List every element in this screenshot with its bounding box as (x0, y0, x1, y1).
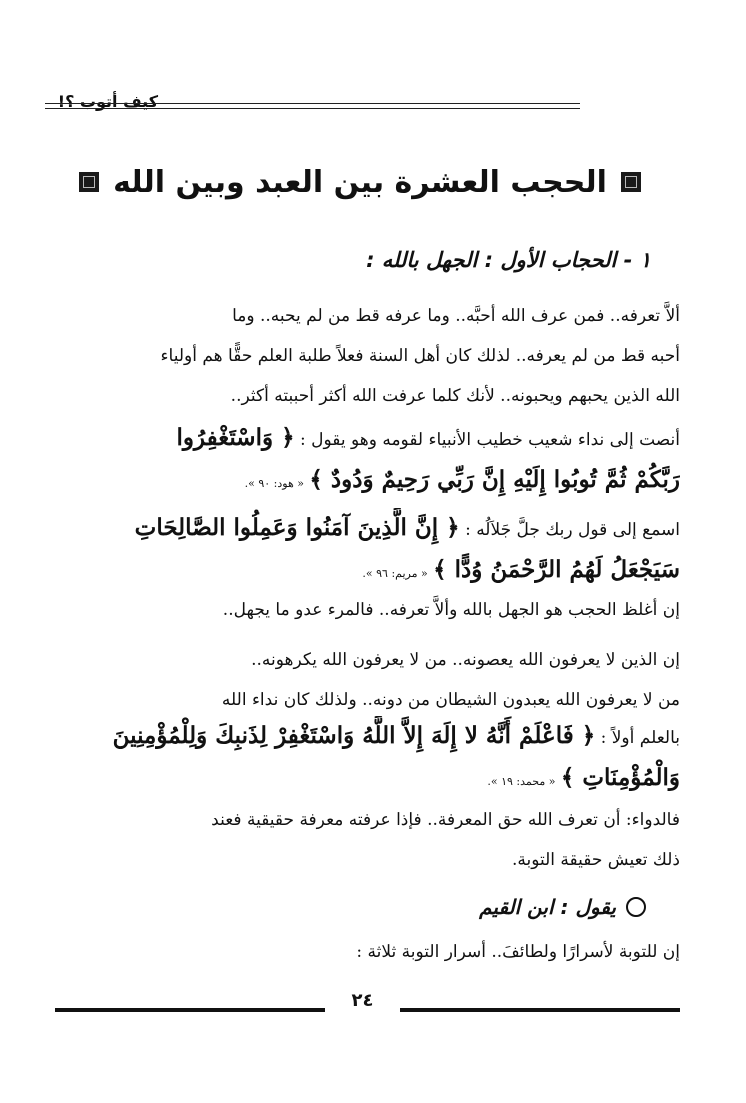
ring-icon (626, 897, 646, 917)
paragraph-3 (48, 508, 680, 594)
page-number: ٢٤ (351, 990, 374, 1011)
chapter-title: الحجب العشرة بين العبد وبين الله (113, 164, 607, 200)
running-header-title: كيف أتوب ؟! (57, 92, 158, 111)
square-ornament-icon (79, 172, 99, 192)
square-ornament-icon (621, 172, 641, 192)
closing-paragraph (48, 932, 680, 972)
quote-heading (326, 895, 646, 919)
paragraph-line (48, 460, 680, 504)
intro-text: بالعلم أولاً : (600, 728, 680, 748)
header-double-rule (45, 103, 580, 109)
paragraph-2 (48, 418, 680, 504)
paragraph-line (48, 418, 680, 460)
paragraph-line (48, 550, 680, 594)
paragraph-4 (48, 590, 680, 630)
paragraph-line: الله الذين يحبهم ويحبونه.. لأنك كلما عرفت الله أكثر أحببته أكثر.. (230, 386, 680, 406)
paragraph-6 (48, 716, 680, 802)
intro-text: أنصت إلى نداء شعيب خطيب الأنبياء لقومه وهو يقول : (299, 430, 680, 450)
quran-verse: ﴿ إِنَّ الَّذِينَ آمَنُوا وَعَمِلُوا الصَّالِحَاتِ (134, 514, 460, 541)
verse-reference: « هود: ٩٠ ». (244, 477, 304, 490)
paragraph-line (48, 716, 680, 758)
paragraph-line: من لا يعرفون الله يعبدون الشيطان من دونه.. ولذلك كان نداء الله (221, 690, 680, 710)
quote-heading-text: يقول : ابن القيم (479, 895, 616, 919)
section-heading: ١ - الحجاب الأول : الجهل بالله : (366, 248, 651, 272)
paragraph-line: أحبه قط من لم يعرفه.. لذلك كان أهل السنة فعلاً طلبة العلم حقًّا هم أولياء (160, 346, 680, 366)
footer-rule (55, 1008, 325, 1012)
paragraph-5 (48, 640, 680, 720)
paragraph-7 (48, 800, 680, 880)
paragraph-1 (48, 296, 680, 416)
paragraph-line: فالدواء: أن تعرف الله حق المعرفة.. فإذا عرفته معرفة حقيقية فعند (211, 810, 680, 830)
paragraph-line: إن أغلظ الحجب هو الجهل بالله وألاَّ تعرفه.. فالمرء عدو ما يجهل.. (222, 600, 680, 620)
paragraph-line (48, 758, 680, 802)
paragraph-line (48, 508, 680, 550)
footer-rule (400, 1008, 680, 1012)
paragraph-line: إن الذين لا يعرفون الله يعصونه.. من لا يعرفون الله يكرهونه.. (251, 650, 680, 670)
paragraph-line: إن للتوبة لأسرارًا ولطائفَ.. أسرار التوبة ثلاثة : (356, 942, 680, 962)
quran-verse: رَبَّكُمْ ثُمَّ تُوبُوا إِلَيْهِ إِنَّ رَبِّي رَحِيمٌ وَدُودٌ ﴾ (309, 466, 680, 493)
quran-verse: سَيَجْعَلُ لَهُمُ الرَّحْمَنُ وُدًّا ﴾ (433, 556, 680, 583)
intro-text: اسمع إلى قول ربك جلَّ جَلاَلُه : (465, 520, 680, 540)
quran-verse: ﴿ فَاعْلَمْ أَنَّهُ لا إِلَهَ إِلاَّ اللَّهُ وَاسْتَغْفِرْ لِذَنبِكَ وَلِلْمُؤْمِنِينَ (112, 722, 596, 749)
quran-verse: وَالْمُؤْمِنَاتِ ﴾ (560, 764, 680, 791)
paragraph-line: ألاَّ تعرفه.. فمن عرف الله أحبَّه.. وما عرفه قط من لم يحبه.. وما (232, 306, 680, 326)
verse-reference: « مريم: ٩٦ ». (362, 567, 428, 580)
paragraph-line: ذلك تعيش حقيقة التوبة. (511, 850, 680, 870)
chapter-heading (113, 160, 607, 204)
quran-verse: ﴿ وَاسْتَغْفِرُوا (176, 424, 295, 451)
verse-reference: « محمد: ١٩ ». (487, 775, 556, 788)
